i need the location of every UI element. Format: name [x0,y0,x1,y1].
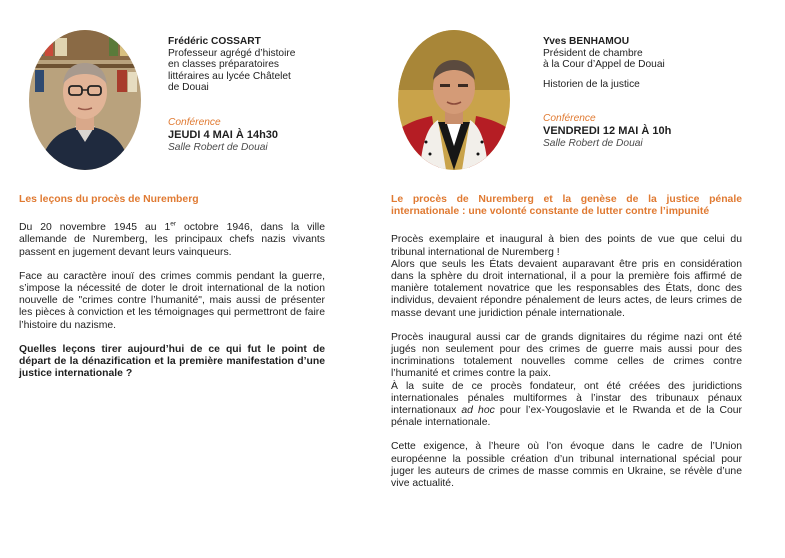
left-column [19,194,325,380]
speaker2-info [543,36,743,150]
right-p2b [391,381,742,430]
speaker2-title-2: à la Cour d’Appel de Douai [543,59,665,71]
speaker1-title-2: en classes préparatoires [168,59,279,71]
speaker2-portrait [398,30,510,170]
right-heading: Le procès de Nuremberg et la genèse de la justice pénale internationale : une volonté constante de lutter contre l’impunité [391,194,742,218]
speaker1-name: Frédéric COSSART [168,36,261,47]
speaker1-title-3: littéraires au lycée Châtelet [168,70,291,82]
left-question: Quelles leçons tirer aujourd’hui de ce qui fut le point de départ de la dénazification et la première manifestation d’une justice internationale ? [19,343,325,380]
speaker1-info [168,36,358,153]
right-column [391,194,742,490]
left-paragraph-2: Face au caractère inouï des crimes commis pendant la guerre, s’impose la nécessité de doter le droit international de la notion nouvelle de "crimes contre l’humanité", mais aussi de présenter les pièces à conviction et les témoignages qui permettront de faire l’histoire du nazisme. [19,270,325,331]
speaker1-portrait [29,30,141,170]
right-p1b: Alors que seuls les États devaient auparavant être pris en considération dans la sphère du droit international, il a pour la première fois affirmé de manière totalement novatrice que les responsables des États, donc des individus, devaient répondre pénalement de leurs actes, de leurs crimes de masse devant une juridiction pénale internationale. [391,258,742,319]
left-paragraph-1 [19,222,325,259]
speaker2-name: Yves BENHAMOU [543,36,630,47]
speaker1-title-4: de Douai [168,82,209,94]
right-p1a: Procès exemplaire et inaugural à bien des points de vue que celui du tribunal international de Nuremberg ! [391,234,742,258]
right-paragraph-2 [391,332,742,430]
right-p2b-post: pour l’ex-Yougoslavie et le Rwanda et de la Cour pénale internationale. [391,405,742,429]
right-paragraph-1 [391,234,742,319]
right-p2b-pre: À la suite de ce procès fondateur, ont été créées des juridictions internationales pénales multiformes à l’instar des tribunaux pénaux internationaux [391,380,742,417]
left-p1-post: octobre 1946, dans la ville allemande de Nuremberg, les principaux chefs nazis vivants passent en jugement devant leurs vainqueurs. [19,222,325,258]
speaker2-photo [398,30,510,170]
speaker1-date: JEUDI 4 MAI À 14h30 [168,128,279,141]
left-p1-sup: er [170,220,177,228]
left-heading: Les leçons du procès de Nuremberg [19,194,199,205]
speaker2-extra: Historien de la justice [543,78,640,90]
speaker2-room: Salle Robert de Douai [543,137,643,149]
speaker1-photo [29,30,141,170]
right-p2a: Procès inaugural aussi car de grands dignitaires du régime nazi ont été jugés non seulement pour des crimes de guerre mais aussi pour des incriminations totalement nouvelles comme celles de crimes contre l’humanité et crimes contre la paix. [391,331,742,380]
right-p2b-em: ad hoc [461,405,495,417]
speaker2-conference-label: Conférence [543,113,596,125]
speaker1-room: Salle Robert de Douai [168,141,268,153]
right-paragraph-3: Cette exigence, à l’heure où l’on évoque dans le cadre de l’Union européenne la possible création d’un tribunal international spécial pour juger les auteurs de crimes de masse commis en Ukraine, se révèle d’une vive actualité. [391,441,742,490]
left-p1-pre: Du 20 novembre 1945 au 1 [19,222,171,234]
speaker2-title-1: Président de chambre [543,47,643,59]
speaker2-date: VENDREDI 12 MAI À 10h [543,124,672,137]
speaker1-conference-label: Conférence [168,116,221,128]
speaker1-title-1: Professeur agrégé d’histoire [168,47,296,59]
